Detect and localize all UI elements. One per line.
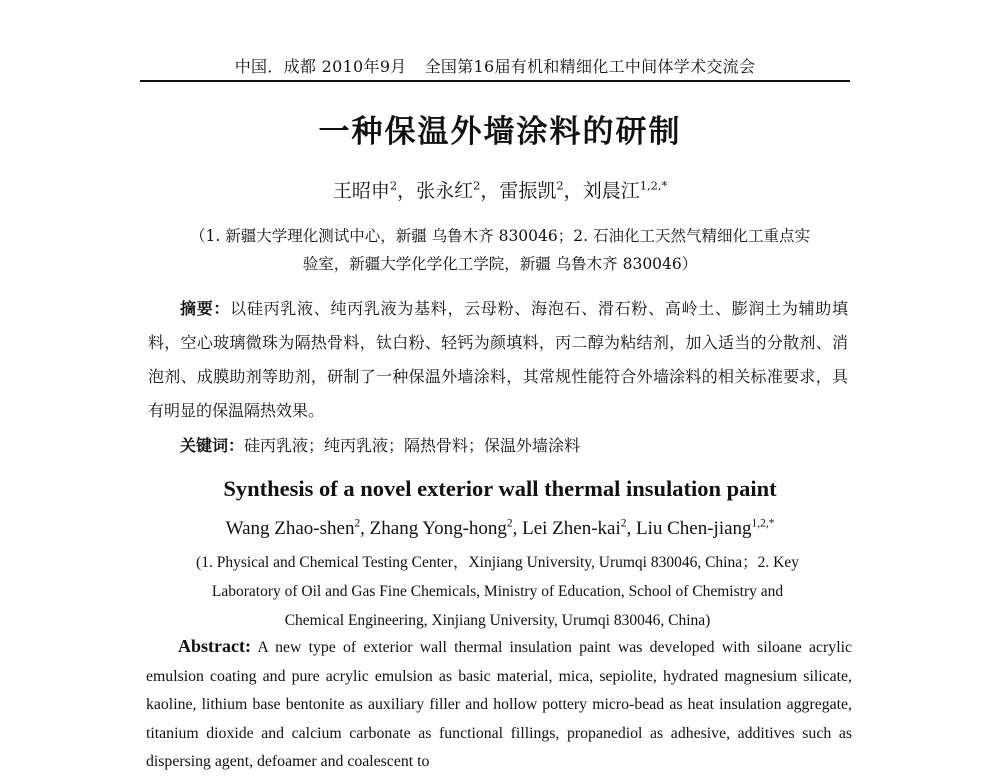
- running-header: [140, 54, 850, 77]
- en-author-3-sup: 2: [620, 517, 627, 530]
- cn-abstract-text: 以硅丙乳液、纯丙乳液为基料，云母粉、海泡石、滑石粉、高岭土、膨润土为辅助填料，空心玻璃微珠为隔热骨料，钛白粉、轻钙为颜填料，丙二醇为粘结剂，加入适当的分散剂、消泡剂、成膜助剂等助剂，研制了一种保温外墙涂料，其常规性能符合外墙涂料的相关标准要求，具有明显的保温隔热效果。: [148, 299, 848, 420]
- chinese-authors: [0, 176, 1000, 203]
- en-author-1: Wang Zhao-shen: [225, 518, 355, 539]
- cn-affiliation-line-2: 验室，新疆大学化学化工学院，新疆 乌鲁木齐 830046）: [302, 255, 698, 273]
- cn-keywords-text: 硅丙乳液；纯丙乳液；隔热骨料；保温外墙涂料: [244, 436, 581, 455]
- header-location-date: 中国．成都 2010年9月: [234, 57, 407, 76]
- en-author-2: Zhang Yong-hong: [369, 518, 507, 539]
- chinese-title: 一种保温外墙涂料的研制: [318, 114, 682, 150]
- cn-author-2: 张永红: [416, 180, 474, 202]
- en-author-2-sup: 2: [506, 517, 513, 530]
- cn-author-sep: ，: [480, 180, 500, 202]
- cn-author-2-sup: 2: [473, 178, 481, 193]
- en-author-sep: ,: [512, 518, 523, 539]
- en-abstract-text: A new type of exterior wall thermal insulation paint was developed with siloane acrylic emulsion coating and pure acrylic emulsion as basic material, mica, sepiolite, hydrated magnesium silicate, kaoline, lithium base bentonite as auxiliary filler and hollow pottery micro-bead as heat insulation aggregate, titanium dioxide and calcium carbonate as functional fillings, propanediol as adhesive, additives such as dispersing agent, defoamer and coalescent to: [146, 639, 852, 770]
- cn-author-sep: ，: [397, 180, 417, 202]
- en-abstract-label: Abstract:: [178, 636, 251, 656]
- cn-author-1: 王昭申: [332, 180, 390, 202]
- en-author-sep: ,: [360, 518, 370, 539]
- en-author-4-sup: 1,2,*: [751, 517, 775, 530]
- cn-author-3: 雷振凯: [499, 180, 557, 202]
- cn-author-4: 刘晨江: [582, 180, 640, 202]
- english-authors: [0, 518, 1000, 540]
- en-author-4: Liu Chen-jiang: [635, 518, 752, 539]
- en-author-3: Lei Zhen-kai: [522, 518, 621, 539]
- cn-author-4-sup: 1,2,*: [639, 178, 668, 193]
- en-author-sep: ,: [626, 518, 636, 539]
- header-rule: [140, 80, 850, 82]
- en-author-1-sup: 2: [354, 517, 361, 530]
- chinese-abstract: [148, 292, 848, 428]
- en-affiliation-line-1: (1. Physical and Chemical Testing Center，Xinjiang University, Urumqi 830046, China；2. Key: [196, 554, 799, 571]
- english-abstract: [146, 632, 852, 777]
- cn-affiliation-line-1: （1. 新疆大学理化测试中心，新疆 乌鲁木齐 830046；2. 石油化工天然气精细化工重点实: [190, 227, 810, 245]
- cn-keywords-label: 关键词：: [180, 436, 245, 455]
- cn-author-sep: ，: [563, 180, 583, 202]
- english-title: Synthesis of a novel exterior wall thermal insulation paint: [223, 476, 777, 501]
- en-affiliation-line-2: Laboratory of Oil and Gas Fine Chemicals, Ministry of Education, School of Chemistry and: [211, 583, 784, 600]
- cn-author-1-sup: 2: [389, 178, 398, 193]
- chinese-affiliation: [140, 222, 860, 278]
- cn-abstract-label: 摘要：: [180, 299, 231, 318]
- chinese-keywords: [180, 432, 840, 460]
- english-affiliation: [135, 548, 860, 635]
- header-conference: 全国第16届有机和精细化工中间体学术交流会: [424, 57, 756, 76]
- en-affiliation-line-3: Chemical Engineering, Xinjiang University, Urumqi 830046, China): [284, 612, 711, 629]
- cn-author-3-sup: 2: [556, 178, 564, 193]
